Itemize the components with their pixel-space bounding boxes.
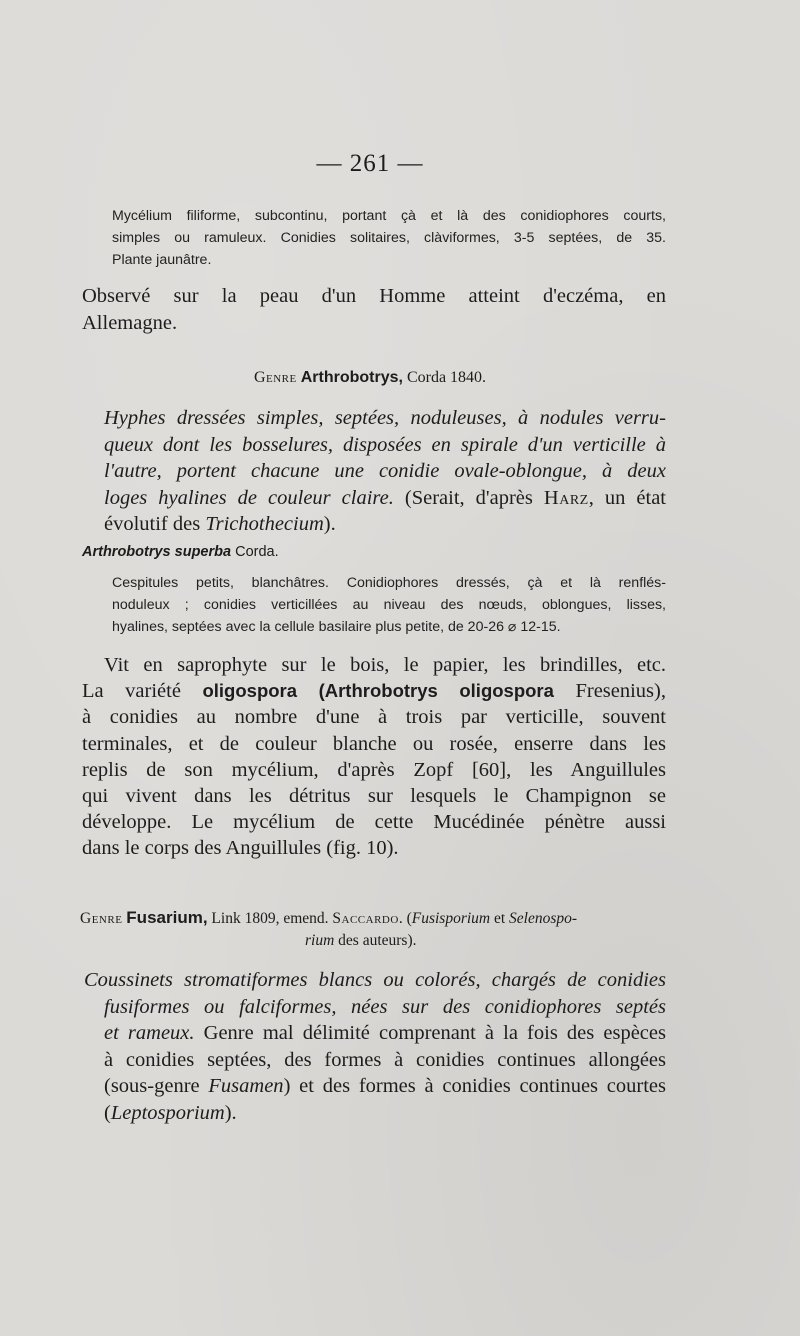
genus-prefix: Genre: [253, 369, 297, 386]
text-line: [84, 1073, 666, 1100]
species-heading-superba: [82, 544, 279, 560]
text-fragment: (sous-genre: [104, 1075, 209, 1097]
text-fragment: (: [104, 1101, 111, 1124]
text-fragment: et rameux.: [104, 1022, 195, 1044]
author-name: Harz: [543, 486, 589, 509]
text-fragment: Fresenius),: [553, 680, 666, 703]
genus-reference: Trichothecium: [205, 513, 324, 535]
text-fragment: loges hyalines de couleur claire.: [104, 486, 394, 509]
genus-name: Arthrobotrys,: [300, 369, 403, 386]
genus-heading-arthrobotrys: [0, 369, 740, 387]
text-fragment: des auteurs).: [334, 932, 417, 949]
text-line: replis de son mycélium, d'après Zopf [60], les Anguillules: [82, 758, 666, 781]
synonym-name: Selenospo-: [509, 910, 578, 927]
text-line: qui vivent dans les détritus sur lesquels le Champignon se: [82, 785, 666, 808]
text-line: Cespitules petits, blanchâtres. Conidiophores dressés, çà et là renflés-: [112, 575, 666, 591]
text-line: à conidies au nombre d'une à trois par verticille, souvent: [82, 706, 666, 729]
text-fragment: Genre mal délimité comprenant à la fois des espèces: [194, 1022, 666, 1044]
text-fragment: (Serait, d'après: [393, 486, 544, 509]
description-superba: [112, 572, 666, 638]
text-line: Coussinets stromatiformes blancs ou colorés, chargés de conidies: [84, 969, 666, 991]
text-fragment: évolutif des: [104, 513, 206, 535]
text-line: terminales, et de couleur blanche ou rosée, enserre dans les: [82, 732, 666, 755]
genus-diagnosis-fusarium: [84, 967, 666, 1126]
page-number: — 261 —: [316, 150, 424, 177]
genus-prefix: Genre: [80, 910, 123, 927]
genus-name: Fusarium,: [126, 908, 208, 927]
habitat-paragraph: [82, 652, 666, 862]
text-fragment: La variété: [82, 680, 203, 703]
text-line: à conidies septées, des formes à conidies continues allongées: [104, 1048, 666, 1071]
text-line: [82, 678, 666, 704]
observation-paragraph: [82, 283, 666, 336]
text-line: [104, 485, 666, 512]
text-line: [84, 1020, 666, 1047]
text-line: [104, 511, 666, 538]
genus-authority: Corda 1840.: [406, 369, 487, 386]
text-fragment: ).: [323, 513, 336, 535]
species-authority: Corda.: [235, 544, 279, 560]
subgenus-name: Leptosporium: [110, 1101, 225, 1124]
heading-line: [80, 907, 680, 930]
text-fragment: ) et des formes à conidies continues courtes: [283, 1075, 666, 1097]
text-line: Plante jaunâtre.: [112, 252, 212, 268]
text-line: [84, 1100, 666, 1127]
synonym-name: Fusisporium: [411, 910, 491, 927]
subgenus-name: Fusamen: [208, 1075, 284, 1097]
text-line: simples ou ramuleux. Conidies solitaires, clàviformes, 3-5 septées, de 35.: [112, 230, 666, 246]
text-line: développe. Le mycélium de cette Mucédinée pénètre aussi: [82, 811, 666, 834]
text-fragment: . (: [398, 910, 412, 927]
author-name: Saccardo: [332, 910, 399, 927]
species-name: Arthrobotrys superba: [82, 544, 232, 560]
variety-name: oligospora (Arthrobotrys oligospora: [202, 680, 554, 702]
text-fragment: Link 1809, emend.: [211, 910, 333, 927]
text-line: l'autre, portent chacune une conidie ovale-oblongue, à deux: [104, 460, 666, 482]
text-line: noduleux ; conidies verticillées au niveau des nœuds, oblongues, lisses,: [112, 597, 666, 613]
text-line: fusiformes ou falciformes, nées sur des conidiophores septés: [104, 995, 666, 1018]
text-line: Allemagne.: [82, 311, 178, 334]
text-fragment: , un état: [588, 486, 667, 509]
text-fragment: ).: [224, 1101, 237, 1124]
text-line: Mycélium filiforme, subcontinu, portant çà et là des conidiophores courts,: [112, 208, 666, 224]
synonym-name: rium: [305, 932, 335, 949]
text-line: Observé sur la peau d'un Homme atteint d'eczéma, en: [82, 285, 666, 307]
text-line: hyalines, septées avec la cellule basilaire plus petite, de 20-26 ⌀ 12-15.: [112, 619, 561, 635]
text-fragment: et: [490, 910, 510, 927]
text-line: Vit en saprophyte sur le bois, le papier, les brindilles, etc.: [104, 654, 666, 676]
genus-diagnosis-arthrobotrys: [104, 405, 666, 538]
text-line: dans le corps des Anguillules (fig. 10).: [82, 837, 399, 860]
text-line: Hyphes dressées simples, septées, noduleuses, à nodules verru-: [104, 407, 666, 429]
genus-heading-fusarium: [80, 907, 680, 952]
description-mycelium: [112, 205, 666, 271]
heading-line: [80, 930, 680, 952]
text-line: queux dont les bosselures, disposées en spirale d'un verticille à: [104, 433, 666, 456]
